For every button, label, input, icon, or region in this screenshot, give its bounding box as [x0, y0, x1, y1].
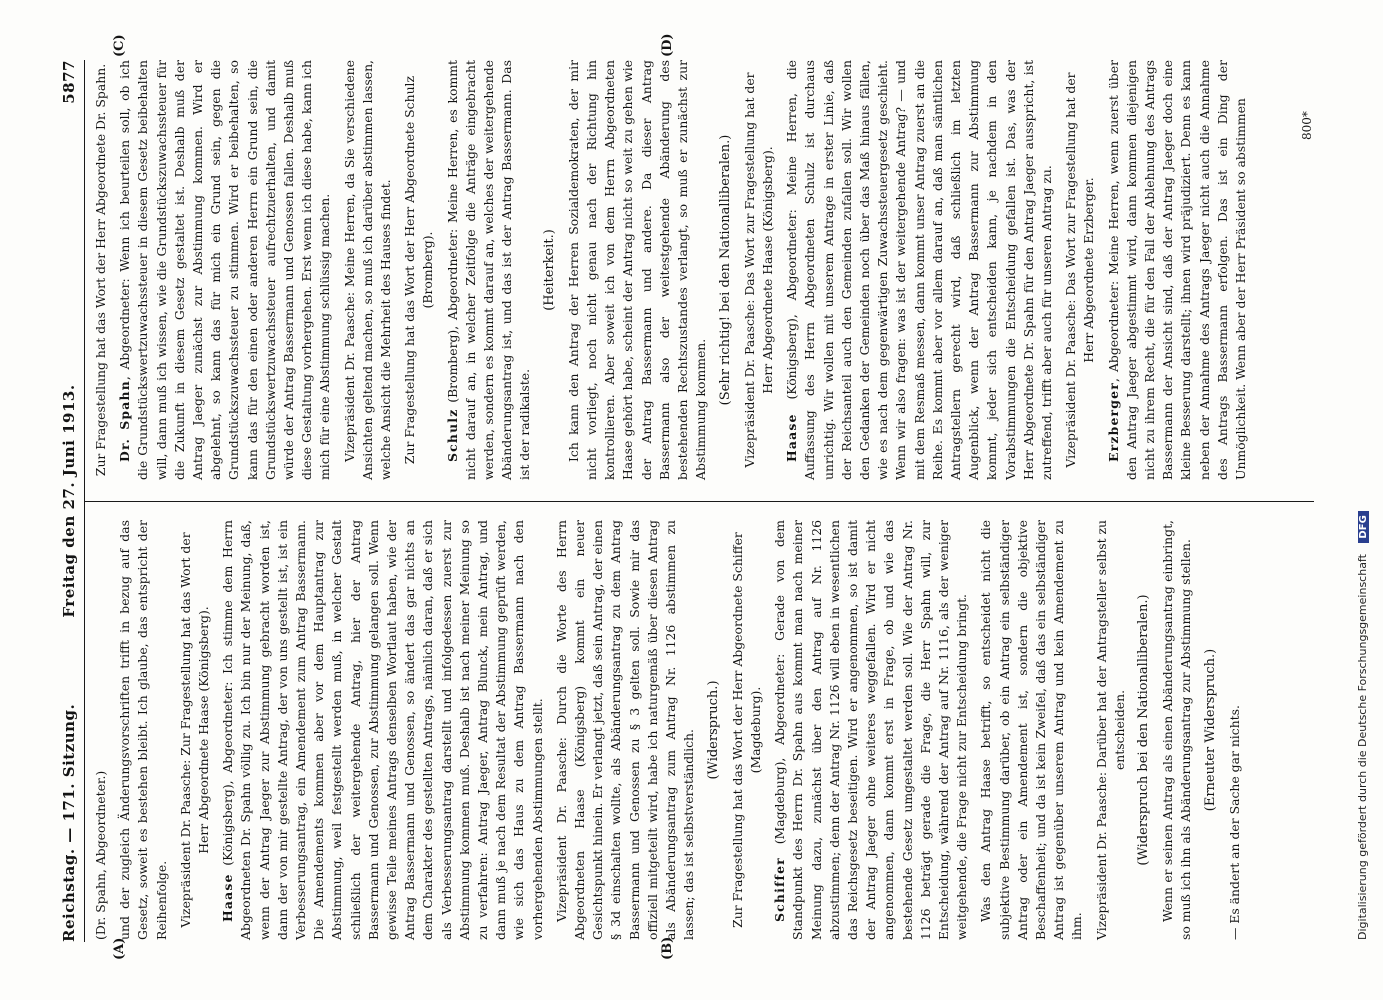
header-left: Reichstag. — 171. Sitzung. — [60, 703, 78, 942]
right-paragraph — [783, 60, 1056, 480]
right-column — [92, 60, 1256, 480]
paragraph-text: (Widerspruch bei den Nationalliberalen.) — [1135, 594, 1151, 866]
right-paragraph — [401, 60, 437, 480]
header-center: Freitag den 27. Juni 1913. — [60, 384, 78, 618]
paragraph-text: Zur Fragestellung hat das Wort der Herr Abgeordnete Dr. Spahn. — [93, 63, 108, 477]
right-paragraph — [565, 60, 711, 480]
right-paragraph — [717, 60, 735, 480]
left-paragraph — [92, 520, 110, 940]
left-paragraph — [1093, 520, 1129, 940]
left-paragraph — [705, 520, 723, 940]
paragraph-text: Vizepräsident Dr. Paasche: Meine Herren, da Sie verschiedene Ansichten geltend machen, so muß ich darüber abstimmen lassen, welche Ansicht die Mehrheit des Hauses findet. — [341, 60, 394, 480]
paragraph-text: Vizepräsident Dr. Paasche: Das Wort zur Fragestellung hat der Herr Abgeordnete Erzberger. — [1063, 72, 1097, 468]
digitization-credit — [1356, 511, 1369, 940]
paragraph-text: und der zugleich Änderungsvorschriften trifft in bezug auf das Gesetz, soweit es bestehen bleibt. Ich glaube, das entspricht der Reihenfolge. — [117, 520, 169, 940]
paragraph-text: (Königsberg), Abgeordneter: Meine Herren, die Auffassung des Herrn Abgeordneten Schulz ist durchaus unrichtig. Wir wollen mit unserem Antrage in erster Linie, daß der Reichsanteil auch den Gemeinden zufallen soll. Wir wollen den Gedanken der Gemeinden noch über das Maß hinaus fällen, wie es nach dem gegenwärtigen Zuwachssteuergesetz geschieht. Wenn wir also fragen: was ist der weitergehende Antrag? — und mit dem Resmaß messen, dann kommt unser Antrag zuerst an die Reihe. Es kommt aber vor allem darauf an, daß man sämtlichen Antragstellern gerecht wird, daß schließlich im letzten Augenblick, wenn der Antrag Bassermann zur Abstimmung kommt, jeder sich entscheiden kann, je nachdem in den Vorabstimmungen die Entscheidung gefallen ist. Das, was der Herr Abgeordnete Dr. Spahn für den Antrag Jaeger ausspricht, ist zutreffend, trifft aber auch für unseren Antrag zu. — [784, 60, 1054, 480]
paragraph-text: — Es ändert an der Sache gar nichts. — [1226, 705, 1242, 940]
right-paragraph — [92, 60, 110, 480]
speaker-name: Schulz — [444, 408, 460, 462]
dfg-logo: DFG — [1358, 511, 1369, 542]
paragraph-text: Wenn er seinen Antrag als einen Abänderungsantrag einbringt, so muß ich ihn als Abänderungsantrag zur Abstimmung stellen. — [1160, 520, 1194, 940]
speaker-name: Haase — [220, 873, 236, 922]
sheet-number: 800* — [1300, 111, 1314, 140]
speaker-name: Dr. Spahn — [117, 380, 133, 462]
paragraph-text: Was den Antrag Haase betrifft, so entscheidet nicht die subjektive Bestimmung darüber, ob ein Antrag ein selbständiger Antrag oder ein Amendement ist, sondern die objektive Beschaffenheit; und da ist kein Zweifel, daß das ein selbständiger Antrag ist gegenüber unserem Antrag und kein Amendement zu ihm. — [978, 520, 1085, 940]
paragraph-text: (Widerspruch.) — [705, 680, 721, 780]
right-paragraph — [741, 60, 777, 480]
right-paragraph — [444, 60, 535, 480]
right-paragraph — [1105, 60, 1251, 480]
speaker-name: Erzberger — [1105, 382, 1121, 462]
paragraph-text: (Dr. Spahn, Abgeordneter.) — [93, 770, 108, 940]
paragraph-text: Zur Fragestellung hat das Wort der Herr Abgeordnete Schulz (Bromberg). — [402, 75, 436, 465]
left-paragraph — [771, 520, 971, 940]
left-paragraph — [1202, 520, 1220, 940]
paragraph-text: (Bromberg), Abgeordneter: Meine Herren, es kommt nicht darauf an, in welcher Zeitfolge die Anträge eingebracht werden, sondern es kommt darauf an, welches der weitergehende Abänderungsantrag ist, und das ist der Antrag Bassermann. Das ist der radikalste. — [444, 60, 533, 480]
marker-a: (A) — [112, 937, 127, 960]
left-paragraph — [116, 520, 171, 940]
left-paragraph — [219, 520, 547, 940]
marker-c: (C) — [112, 34, 127, 57]
paragraph-text: Vizepräsident Dr. Paasche: Das Wort zur Fragestellung hat der Herr Abgeordnete Haase (Königsberg). — [741, 72, 775, 468]
paragraph-text: (Sehr richtig! bei den Nationalliberalen.) — [717, 134, 733, 406]
paragraph-text: Vizepräsident Dr. Paasche: Durch die Worte des Herrn Abgeordneten Haase (Königsberg) kommt ein neuer Gesichtspunkt hinein. Er verlangt jetzt, daß sein Antrag, der einen § 3d einschalten wollte, als Abänderungsantrag zu dem Antrag Bassermann und Genossen zu § 3 gelten soll. Sowie mir das offiziell mitgeteilt wird, habe ich naturgemäß über diesen Antrag als Abänderungsantrag zum Antrag Nr. 1126 abstimmen zu lassen; das ist selbstverständlich. — [553, 520, 697, 940]
paragraph-text: Ich kann den Antrag der Herren Sozialdemokraten, der mir nicht vorliegt, noch nicht genau nach der Richtung hin kontrollieren. Aber soweit ich von dem Herrn Abgeordneten Haase gehört habe, scheint der Antrag nicht so weit zu gehen wie der Antrag Bassermann und andere. Da dieser Antrag Bassermann also der weitestgehende Abänderung des bestehenden Rechtszustandes verlangt, so muß er zunächst zur Abstimmung kommen. — [565, 60, 709, 480]
paragraph-text: Zur Fragestellung hat das Wort der Herr Abgeordnete Schiffer (Magdeburg). — [729, 532, 763, 928]
header-page-number: 5877 — [60, 60, 78, 104]
left-paragraph — [177, 520, 213, 940]
speaker-name: Haase — [784, 413, 800, 462]
paragraph-text: , Abgeordneter: Meine Herren, wenn zuerst über den Antrag Jaeger abgestimmt wird, dann kommen diejenigen nicht zu ihrem Recht, die für den Fall der Ablehnung des Antrags Bassermann der Ansicht sind, daß der Antrag Jaeger doch eine kleine Besserung darstellt; ihnen wird präjudiziert. Denn es kann neben der Annahme des Antrags Jaeger nicht auch die Annahme des Antrags Bassermann erfolgen. Das ist ein Ding der Unmöglichkeit. Wenn aber der Herr Präsident so abstimmen — [1105, 60, 1248, 480]
marker-b: (B) — [660, 936, 675, 960]
column-divider — [84, 501, 1314, 502]
paragraph-text: , Abgeordneter: Wenn ich beurteilen soll, ob ich die Grundstückswertzuwachssteuer in diesem Gesetz beibehalten will, dann muß ich wissen, wie die Grundstückszuwachssteuer für die Zukunft in diesem Gesetz gestaltet ist. Deshalb muß der Antrag Jaeger zunächst zur Abstimmung kommen. Wird er abgelehnt, so kann das für mich ein Grund sein, gegen die Grundstückszuwachssteuer zu stimmen. Wird er beibehalten, so kann das für den einen oder anderen Herrn ein Grund sein, die Grundstückswertzuwachssteuer aufrechtzuerhalten, und damit würde der Antrag Bassermann und Genossen fallen. Deshalb muß diese Gestaltung vorhergehen. Erst wenn ich diese habe, kann ich mich für eine Abstimmung schlüssig machen. — [117, 60, 333, 480]
left-paragraph — [977, 520, 1086, 940]
page-header — [58, 60, 82, 942]
left-paragraph — [553, 520, 699, 940]
left-paragraph — [1226, 520, 1244, 940]
left-column — [92, 520, 1250, 940]
speaker-name: Schiffer — [772, 857, 788, 922]
right-paragraph — [541, 60, 559, 480]
paragraph-text: Vizepräsident Dr. Paasche: Zur Fragestellung hat das Wort der Herr Abgeordnete Haase (Königsberg). — [177, 532, 212, 928]
marker-d: (D) — [660, 33, 675, 57]
right-paragraph — [116, 60, 334, 480]
paragraph-text: (Königsberg), Abgeordneter: Ich stimme dem Herrn Abgeordneten Dr. Spahn völlig zu. Ich bin nur der Meinung, daß, wenn der Antrag Jaeger zur Abstimmung gebracht worden ist, dann der von mir gestellte Antrag, der von uns gestellt ist, ist ein Verbesserungsantrag, ein Amendement zum Antrag Bassermann. Die Amendements kommen aber vor dem Hauptantrag zur Abstimmung, weil festgestellt werden muß, in welcher Gestalt schließlich der weitergehende Antrag, hier der Antrag Bassermann und Genossen, zur Abstimmung gelangen soll. Wenn gewisse Teile meines Antrags denselben Wortlaut haben, wie der Antrag Bassermann und Genossen, so ändert das gar nichts an dem Charakter des gestellten Antrags, nämlich daran, daß er sich als Verbesserungsantrag darstellt und infolgedessen zuerst zur Abstimmung kommen muß. Deshalb ist nach meiner Meinung so zu verfahren: Antrag Jaeger, Antrag Blunck, mein Antrag, und dann muß je nach dem Resultat der Abstimmung geprüft werden, wie sich das Haus zu dem Antrag Bassermann nach den vorhergehenden Abstimmungen stellt. — [220, 520, 545, 940]
paragraph-text: (Magdeburg), Abgeordneter: Gerade von dem Standpunkt des Herrn Dr. Spahn aus kommt man nach meiner Meinung dazu, zunächst über den Antrag auf Nr. 1126 abzustimmen; denn der Antrag Nr. 1126 will eben in wesentlichen das Reichsgesetz beseitigen. Wird er angenommen, so ist damit der Antrag Jaeger ohne weiteres weggefallen. Wird er nicht angenommen, dann kommt erst in Frage, ob und wie das bestehende Gesetz umgestaltet werden soll. Wie der Antrag Nr. 1126 beträgt gerade die Frage, die Herr Spahn will, zur Entscheidung, während der Antrag auf Nr. 1116, als der weniger weitgehende, die Frage nicht zur Entscheidung bringt. — [772, 520, 970, 940]
credit-text: Digitalisierung gefördert durch die Deutsche Forschungsgemeinschaft — [1356, 554, 1369, 940]
paragraph-text: (Erneuter Widerspruch.) — [1202, 648, 1218, 812]
paragraph-text: Vizepräsident Dr. Paasche: Darüber hat der Antragsteller selbst zu entscheiden. — [1093, 519, 1127, 940]
paragraph-text: (Heiterkeit.) — [541, 229, 557, 311]
right-paragraph — [341, 60, 396, 480]
left-paragraph — [729, 520, 765, 940]
left-paragraph — [1159, 520, 1195, 940]
right-paragraph — [1062, 60, 1098, 480]
left-paragraph — [1135, 520, 1153, 940]
